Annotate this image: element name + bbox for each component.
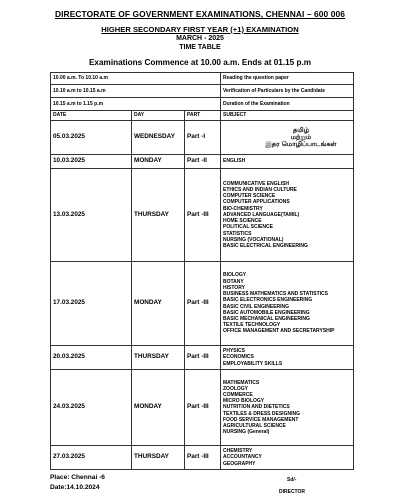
subject-item: தமிழ் [292,126,310,134]
footer-director: DIRECTOR [279,489,306,495]
subject-item: BASIC CIVIL ENGINEERING [223,303,290,310]
exam-row [51,446,354,470]
subject-item: MATHEMATICS [223,379,260,386]
schedule-activity: Duration of the Examination [221,98,354,111]
subject-item: BASIC AUTOMOBILE ENGINEERING [223,309,310,316]
subject-item: BASIC ELECTRONICS ENGINEERING [223,297,313,304]
subject-item: BASIC MECHANICAL ENGINEERING [223,315,310,322]
subject-item: HOME SCIENCE [223,218,262,225]
subject-item: BOTANY [223,278,244,285]
subject-item: BIO-CHEMISTRY [223,205,263,212]
exam-date: 20.03.2025 [51,346,132,370]
schedule-time: 10.10 a.m to 10.15 a.m [51,85,221,98]
exam-day: MONDAY [132,370,185,446]
subject-item: HISTORY [223,284,245,291]
schedule-time: 10.00 a.m. To 10.10 a.m [51,73,221,85]
subject-item: PHYSICS [223,348,245,355]
subject-item: MICRO BIOLOGY [223,398,265,405]
exam-part: Part -I [185,121,221,155]
exam-row [51,370,354,446]
subject-item: STATISTICS [223,230,252,237]
exam-date: 24.03.2025 [51,370,132,446]
subject-item: CHEMISTRY [223,448,253,455]
exam-row [51,346,354,370]
exam-subjects [221,370,354,446]
subject-item: BIOLOGY [223,272,247,279]
exam-date: 17.03.2025 [51,262,132,346]
exam-date: 13.03.2025 [51,169,132,262]
exam-subjects [221,446,354,470]
exam-subjects [221,346,354,370]
exam-row [51,121,354,155]
subject-item: COMPUTER SCIENCE [223,193,276,200]
exam-date: 27.03.2025 [51,446,132,470]
subject-item: TEXTILE TECHNOLOGY [223,322,281,329]
exam-part: Part -III [185,262,221,346]
subject-item: NURSING (General) [223,429,270,436]
subject-item: இதர மொழிப்பாடங்கள் [265,140,337,148]
exam-part: Part -II [185,155,221,169]
exam-row [51,169,354,262]
exam-subjects [221,121,354,155]
subject-item: FOOD SERVICE MANAGEMENT [223,416,299,423]
schedule-time: 10.15 a.m to 1.15 p.m [51,98,221,111]
subject-item: ACCOUNTANCY [223,454,262,461]
footer-place: Place: Chennai -6 [50,474,105,481]
schedule-activity: Verification of Particulars by the Candidate [221,85,354,98]
exam-day: WEDNESDAY [132,121,185,155]
exam-row [51,155,354,169]
exam-day: MONDAY [132,155,185,169]
subject-item: NUTRITION AND DIETETICS [223,404,290,411]
table-header-row [51,111,354,121]
exam-subjects [221,262,354,346]
subject-item: BUSINESS MATHEMATICS AND STATISTICS [223,291,328,298]
subject-item: TEXTILES & DRESS DESIGNING [223,410,300,417]
subject-item: ZOOLOGY [223,385,248,392]
commence-note: Examinations Commence at 10.00 a.m. Ends at 01.15 p.m [88,58,312,67]
exam-part: Part -III [185,370,221,446]
subject-item: ETHICS AND INDIAN CULTURE [223,187,297,194]
col-subject-header: SUBJECT [221,111,354,121]
exam-part: Part -III [185,169,221,262]
subject-item: COMMERCE [223,391,253,398]
time-table-heading: TIME TABLE [179,44,221,51]
footer-date: Date:14.10.2024 [50,484,100,491]
exam-day: THURSDAY [132,169,185,262]
subject-item: OFFICE MANAGEMENT AND SECRETARYSHIP [223,328,335,335]
subject-item: BASIC ELECTRICAL ENGINEERING [223,242,308,249]
col-day-header: DAY [132,111,185,121]
exam-date: 05.03.2025 [51,121,132,155]
col-date-header: DATE [51,111,132,121]
schedule-row [51,73,354,85]
time-table [50,72,354,470]
exam-part: Part -III [185,346,221,370]
exam-part: Part -III [185,446,221,470]
exam-title: HIGHER SECONDARY FIRST YEAR (+1) EXAMINATION [101,25,299,34]
exam-day: THURSDAY [132,346,185,370]
subject-item: POLITICAL SCIENCE [223,224,273,231]
schedule-row [51,85,354,98]
subject-item: ENGLISH [223,158,246,165]
subject-item: NURSING (VOCATIONAL) [223,236,284,243]
exam-subjects [221,155,354,169]
subject-item: GEOGRAPHY [223,460,256,467]
exam-day: THURSDAY [132,446,185,470]
footer-signed: Sd/- [287,477,297,483]
exam-subjects [221,169,354,262]
subject-item: மற்றும் [290,133,312,141]
schedule-activity: Reading the question paper [221,73,354,85]
exam-row [51,262,354,346]
subject-item: EMPLOYABILITY SKILLS [223,360,283,367]
subject-item: AGRICULTURAL SCIENCE [223,423,286,429]
subject-item: ECONOMICS [223,354,254,361]
subject-item: COMMUNICATIVE ENGLISH [223,180,290,187]
schedule-row [51,98,354,111]
col-part-header: PART [185,111,221,121]
subject-item: ADVANCED LANGUAGE(TAMIL) [223,211,300,218]
exam-date: 10.03.2025 [51,155,132,169]
exam-day: MONDAY [132,262,185,346]
exam-month: MARCH - 2025 [176,35,224,42]
subject-item: COMPUTER APPLICATIONS [223,199,290,206]
directorate-title: DIRECTORATE OF GOVERNMENT EXAMINATIONS, CHENNAI – 600 006 [54,9,346,19]
